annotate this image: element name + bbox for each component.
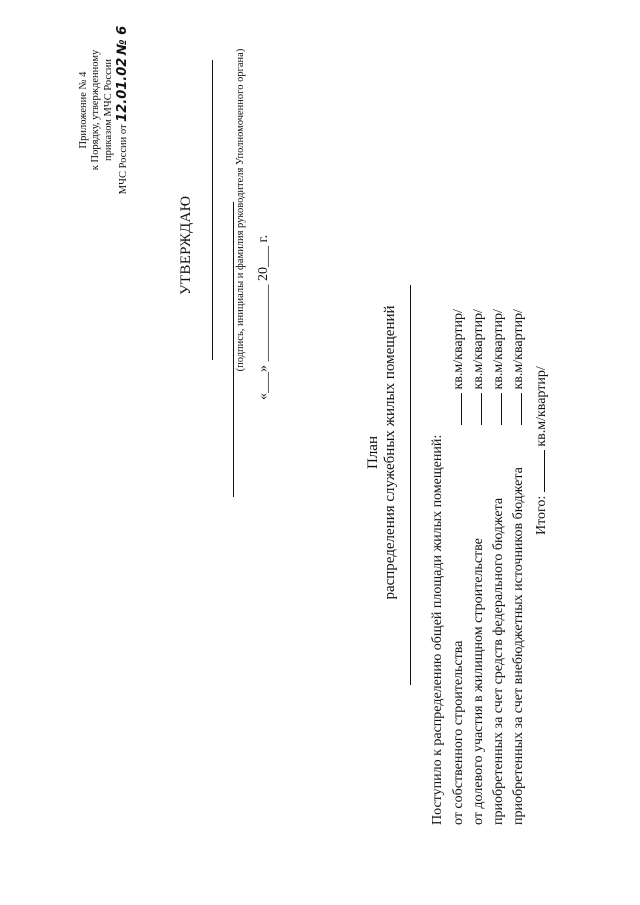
total-row — [532, 366, 550, 535]
row-unit: кв.м/квартир/ — [511, 309, 526, 390]
total-unit: кв.м/квартир/ — [534, 366, 549, 447]
appendix-note — [78, 15, 131, 205]
blank-field — [469, 393, 482, 425]
handwritten-number: № 6 — [115, 25, 131, 56]
approve-date-line: «___» ___________ 20___ г. — [256, 234, 271, 400]
approve-heading: УТВЕРЖДАЮ — [178, 195, 194, 295]
row-label: приобретенных за счет средств федерального бюджета — [491, 497, 506, 825]
divider-line — [233, 202, 234, 497]
blank-field — [509, 393, 522, 425]
appendix-line-2: к Порядку, утвержденному — [90, 49, 102, 171]
blank-field — [489, 393, 502, 425]
row-unit: кв.м/квартир/ — [491, 309, 506, 390]
row-own-construction — [449, 309, 467, 825]
received-heading: Поступило к распределению общей площади жилых помещений: — [430, 434, 445, 825]
row-federal-budget — [489, 309, 507, 825]
subtitle-underline — [410, 285, 411, 685]
row-unit: кв.м/квартир/ — [471, 309, 486, 390]
blank-field — [532, 450, 545, 492]
appendix-line-4-prefix: МЧС России от — [118, 124, 130, 195]
row-label: от собственного строительства — [451, 640, 466, 825]
appendix-line-3: приказом МЧС России — [102, 59, 114, 161]
total-label: Итого: — [534, 495, 549, 535]
plan-title: План — [365, 436, 381, 470]
row-shared-construction — [469, 309, 487, 825]
signature-caption: (подпись, инициалы и фамилия руководителя Уполномоченного органа) — [235, 48, 246, 372]
row-extrabudgetary — [509, 309, 527, 825]
handwritten-date: 12.01.02 — [115, 57, 131, 122]
blank-field — [449, 393, 462, 425]
appendix-line-1: Приложение № 4 — [78, 71, 89, 149]
plan-subtitle: распределения служебных жилых помещений — [382, 305, 398, 600]
appendix-line-4 — [115, 15, 130, 205]
signature-line — [212, 60, 213, 360]
row-label: от долевого участия в жилищном строительстве — [471, 538, 486, 825]
row-unit: кв.м/квартир/ — [451, 309, 466, 390]
row-label: приобретенных за счет внебюджетных источников бюджета — [511, 467, 526, 825]
